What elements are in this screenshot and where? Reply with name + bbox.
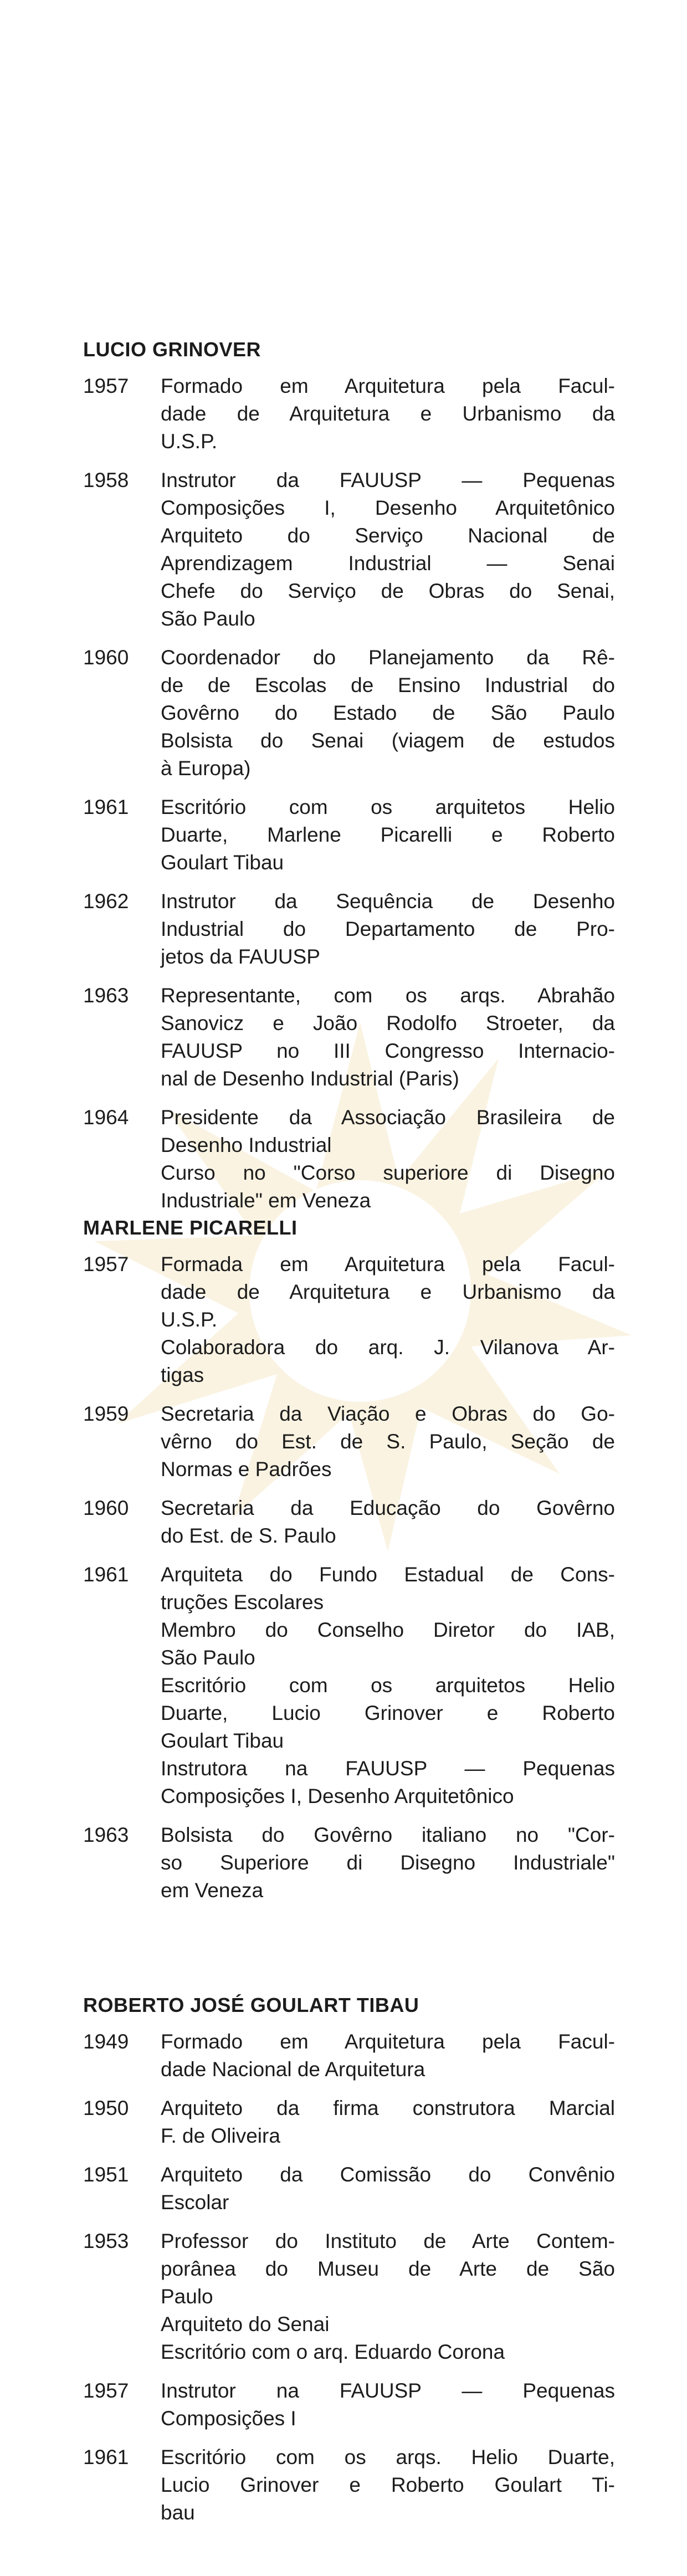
entry-line: jetos da FAUUSP	[161, 945, 320, 968]
entry-line: Instrutor da FAUUSP — Pequenas	[161, 469, 615, 491]
timeline-entry	[83, 1400, 615, 1483]
entry-line: em Veneza	[161, 1879, 264, 1902]
entry-line: Formado em Arquitetura pela Facul-	[161, 375, 615, 397]
entry-line: dade de Arquitetura e Urbanismo da	[161, 402, 615, 425]
entry-line: Instrutor da Sequência de Desenho	[161, 890, 615, 913]
entry-line: Industriale" em Veneza	[161, 1189, 371, 1212]
entry-line: tigas	[161, 1364, 204, 1386]
entry-line: dade Nacional de Arquitetura	[161, 2058, 425, 2081]
entry-line: Aprendizagem Industrial — Senai	[161, 552, 615, 575]
entry-line: dade de Arquitetura e Urbanismo da	[161, 1281, 615, 1303]
person-name: ROBERTO JOSÉ GOULART TIBAU	[83, 1994, 419, 2016]
entry-line: so Superiore di Disegno Industriale"	[161, 1851, 615, 1874]
entry-text	[161, 888, 615, 971]
entry-line: Goulart Tibau	[161, 851, 284, 874]
entry-year: 1962	[83, 890, 129, 913]
timeline	[83, 372, 615, 1215]
entry-line: Arquiteto da Comissão do Convênio	[161, 2163, 615, 2186]
timeline	[83, 2028, 615, 2527]
entry-line: Govêrno do Estado de São Paulo	[161, 701, 615, 724]
entry-line: FAUUSP no III Congresso Internacio-	[161, 1039, 615, 1062]
timeline-entry	[83, 2377, 615, 2432]
entry-line: Instrutora na FAUUSP — Pequenas	[161, 1757, 615, 1780]
entry-line: Desenho Industrial	[161, 1134, 332, 1156]
person-name: LUCIO GRINOVER	[83, 338, 262, 361]
entry-line: do Est. de S. Paulo	[161, 1524, 336, 1547]
entry-year: 1961	[83, 1563, 129, 1586]
entry-year: 1957	[83, 375, 129, 397]
entry-line: Lucio Grinover e Roberto Goulart Ti-	[161, 2473, 615, 2496]
entry-text	[161, 1561, 615, 1810]
entry-line: São Paulo	[161, 1646, 255, 1669]
entry-year: 1964	[83, 1106, 129, 1129]
entry-line: à Europa)	[161, 757, 251, 780]
entry-line: Composições I, Desenho Arquitetônico	[161, 496, 615, 519]
entry-text	[161, 2377, 615, 2432]
entry-year: 1961	[83, 2446, 129, 2469]
entry-line: Arquiteta do Fundo Estadual de Cons-	[161, 1563, 615, 1586]
entry-year: 1963	[83, 984, 129, 1007]
timeline-entry	[83, 1251, 615, 1389]
entry-text	[161, 2227, 615, 2366]
entry-line: Duarte, Lucio Grinover e Roberto	[161, 1702, 615, 1724]
entry-line: Arquiteto do Senai	[161, 2313, 330, 2336]
entry-text	[161, 1400, 615, 1483]
entry-line: U.S.P.	[161, 430, 218, 453]
entry-line: São Paulo	[161, 607, 255, 630]
entry-line: Coordenador do Planejamento da Rê-	[161, 646, 615, 669]
entry-line: Instrutor na FAUUSP — Pequenas	[161, 2379, 615, 2402]
entry-text	[161, 1821, 615, 1904]
entry-line: Escritório com os arquitetos Helio	[161, 796, 615, 818]
entry-line: Composições I	[161, 2407, 296, 2430]
entry-year: 1958	[83, 469, 129, 491]
timeline	[83, 1251, 615, 1904]
entry-line: porânea do Museu de Arte de São	[161, 2257, 615, 2280]
entry-text	[161, 2028, 615, 2083]
biography-marlene-picarelli	[83, 1216, 615, 1916]
entry-year: 1960	[83, 1497, 129, 1519]
timeline-entry	[83, 372, 615, 455]
entry-text	[161, 2444, 615, 2527]
entry-text	[161, 644, 615, 782]
timeline-entry	[83, 2227, 615, 2366]
entry-line: Composições I, Desenho Arquitetônico	[161, 1785, 514, 1807]
entry-line: Paulo	[161, 2285, 213, 2308]
entry-year: 1957	[83, 1253, 129, 1276]
entry-year: 1953	[83, 2230, 129, 2252]
entry-line: Arquiteto do Serviço Nacional de	[161, 524, 615, 547]
entry-line: Secretaria da Viação e Obras do Go-	[161, 1402, 615, 1425]
entry-line: Goulart Tibau	[161, 1729, 284, 1752]
entry-text	[161, 372, 615, 455]
entry-line: Bolsista do Senai (viagem de estudos	[161, 729, 615, 752]
entry-line: Escritório com os arqs. Helio Duarte,	[161, 2446, 615, 2469]
timeline-entry	[83, 793, 615, 877]
timeline-entry	[83, 2161, 615, 2216]
entry-line: Curso no "Corso superiore di Disegno	[161, 1161, 615, 1184]
entry-line: Formado em Arquitetura pela Facul-	[161, 2030, 615, 2053]
entry-line: U.S.P.	[161, 1308, 218, 1331]
entry-year: 1959	[83, 1402, 129, 1425]
entry-line: nal de Desenho Industrial (Paris)	[161, 1067, 459, 1090]
entry-line: truções Escolares	[161, 1591, 324, 1614]
entry-line: vêrno do Est. de S. Paulo, Seção de	[161, 1430, 615, 1453]
person-name: MARLENE PICARELLI	[83, 1216, 298, 1239]
entry-line: Industrial do Departamento de Pro-	[161, 918, 615, 940]
entry-text	[161, 1251, 615, 1389]
entry-text	[161, 1104, 615, 1215]
entry-year: 1950	[83, 2097, 129, 2119]
entry-line: Normas e Padrões	[161, 1458, 332, 1481]
entry-year: 1957	[83, 2379, 129, 2402]
entry-text	[161, 2094, 615, 2150]
entry-line: Chefe do Serviço de Obras do Senai,	[161, 580, 615, 602]
entry-line: F. de Oliveira	[161, 2124, 280, 2147]
entry-line: Professor do Instituto de Arte Contem-	[161, 2230, 615, 2252]
timeline-entry	[83, 467, 615, 633]
entry-year: 1961	[83, 796, 129, 818]
timeline-entry	[83, 1561, 615, 1810]
entry-line: Bolsista do Govêrno italiano no "Cor-	[161, 1824, 615, 1846]
biography-roberto-jose-goulart-tibau	[83, 1994, 615, 2538]
entry-line: Arquiteto da firma construtora Marcial	[161, 2097, 615, 2119]
timeline-entry	[83, 1821, 615, 1904]
entry-text	[161, 793, 615, 877]
timeline-entry	[83, 888, 615, 971]
entry-line: Presidente da Associação Brasileira de	[161, 1106, 615, 1129]
entry-line: Formada em Arquitetura pela Facul-	[161, 1253, 615, 1276]
biography-lucio-grinover	[83, 338, 615, 1226]
entry-line: bau	[161, 2501, 195, 2524]
entry-text	[161, 1494, 615, 1550]
timeline-entry	[83, 2444, 615, 2527]
entry-year: 1963	[83, 1824, 129, 1846]
timeline-entry	[83, 2028, 615, 2083]
entry-line: Escritório com os arquitetos Helio	[161, 1674, 615, 1697]
timeline-entry	[83, 644, 615, 782]
entry-line: Escritório com o arq. Eduardo Corona	[161, 2341, 505, 2363]
entry-line: de de Escolas de Ensino Industrial do	[161, 674, 615, 697]
entry-line: Representante, com os arqs. Abrahão	[161, 984, 615, 1007]
entry-text	[161, 2161, 615, 2216]
timeline-entry	[83, 982, 615, 1093]
entry-year: 1951	[83, 2163, 129, 2186]
entry-year: 1949	[83, 2030, 129, 2053]
entry-line: Colaboradora do arq. J. Vilanova Ar-	[161, 1336, 615, 1359]
entry-text	[161, 982, 615, 1093]
entry-line: Secretaria da Educação do Govêrno	[161, 1497, 615, 1519]
entry-year: 1960	[83, 646, 129, 669]
entry-line: Membro do Conselho Diretor do IAB,	[161, 1619, 615, 1641]
entry-line: Escolar	[161, 2191, 229, 2214]
timeline-entry	[83, 1104, 615, 1215]
entry-line: Sanovicz e João Rodolfo Stroeter, da	[161, 1012, 615, 1035]
entry-text	[161, 467, 615, 633]
timeline-entry	[83, 2094, 615, 2150]
entry-line: Duarte, Marlene Picarelli e Roberto	[161, 823, 615, 846]
timeline-entry	[83, 1494, 615, 1550]
